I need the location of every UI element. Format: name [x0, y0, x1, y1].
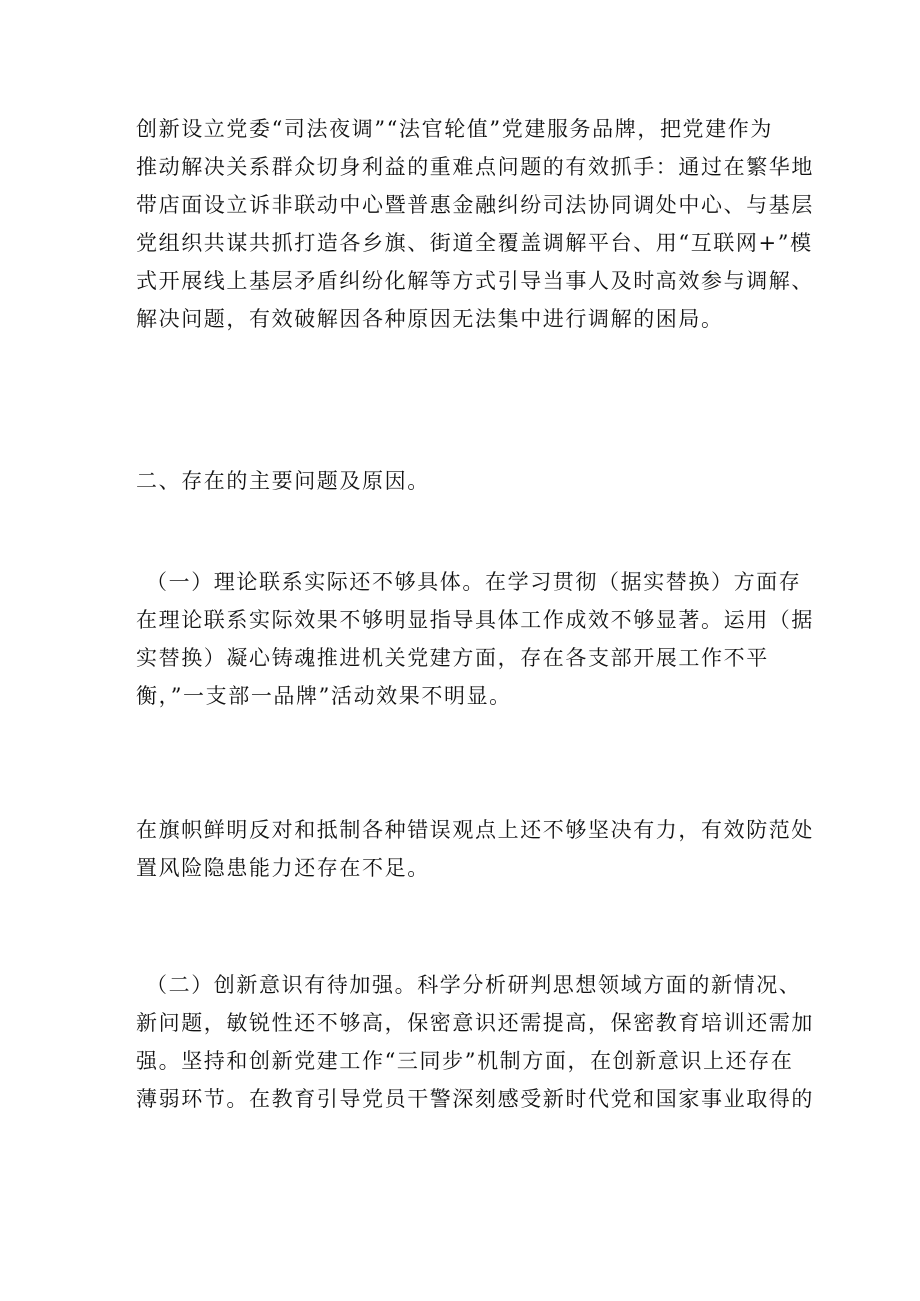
text-line: （二）创新意识有待加强。科学分析研判思想领域方面的新情况、 [146, 973, 802, 997]
text-line: 党组织共谋共抓打造各乡旗、街道全覆盖调解平台、用“互联网+”模 [136, 231, 813, 255]
section-heading-text: 二、存在的主要问题及原因。 [136, 469, 430, 493]
text-line: 强。坚持和创新党建工作“三同步”机制方面，在创新意识上还存在 [136, 1049, 794, 1073]
text-line: 带店面设立诉非联动中心暨普惠金融纠纷司法协同调处中心、与基层 [136, 193, 814, 217]
paragraph-risk-prevention [136, 811, 814, 887]
text-line: 解决问题，有效破解因各种原因无法集中进行调解的困局。 [136, 307, 724, 331]
text-line: 推动解决关系群众切身利益的重难点问题的有效抓手：通过在繁华地 [136, 155, 814, 179]
text-line: 新问题，敏锐性还不够高，保密意识还需提高，保密教育培训还需加 [136, 1011, 814, 1035]
text-line: 创新设立党委“司法夜调”“法官轮值”党建服务品牌，把党建作为 [136, 117, 773, 141]
text-line: 在理论联系实际效果不够明显指导具体工作成效不够显著。运用（据 [136, 608, 814, 632]
text-line: 衡，”一支部一品牌”活动效果不明显。 [136, 684, 512, 708]
text-line: 薄弱环节。在教育引导党员干警深刻感受新时代党和国家事业取得的 [136, 1087, 814, 1111]
section-heading [136, 462, 796, 500]
text-line: 在旗帜鲜明反对和抵制各种错误观点上还不够坚决有力，有效防范处 [136, 818, 814, 842]
text-line: 式开展线上基层矛盾纠纷化解等方式引导当事人及时高效参与调解、 [136, 269, 814, 293]
paragraph-party-building-brand [136, 110, 814, 338]
paragraph-theory-practice [136, 563, 814, 715]
text-line: 置风险隐患能力还存在不足。 [136, 856, 430, 880]
text-line: （一）理论联系实际还不够具体。在学习贯彻（据实替换）方面存 [146, 570, 802, 594]
paragraph-innovation [136, 966, 814, 1118]
text-line: 实替换）凝心铸魂推进机关党建方面，存在各支部开展工作不平 [136, 646, 769, 670]
